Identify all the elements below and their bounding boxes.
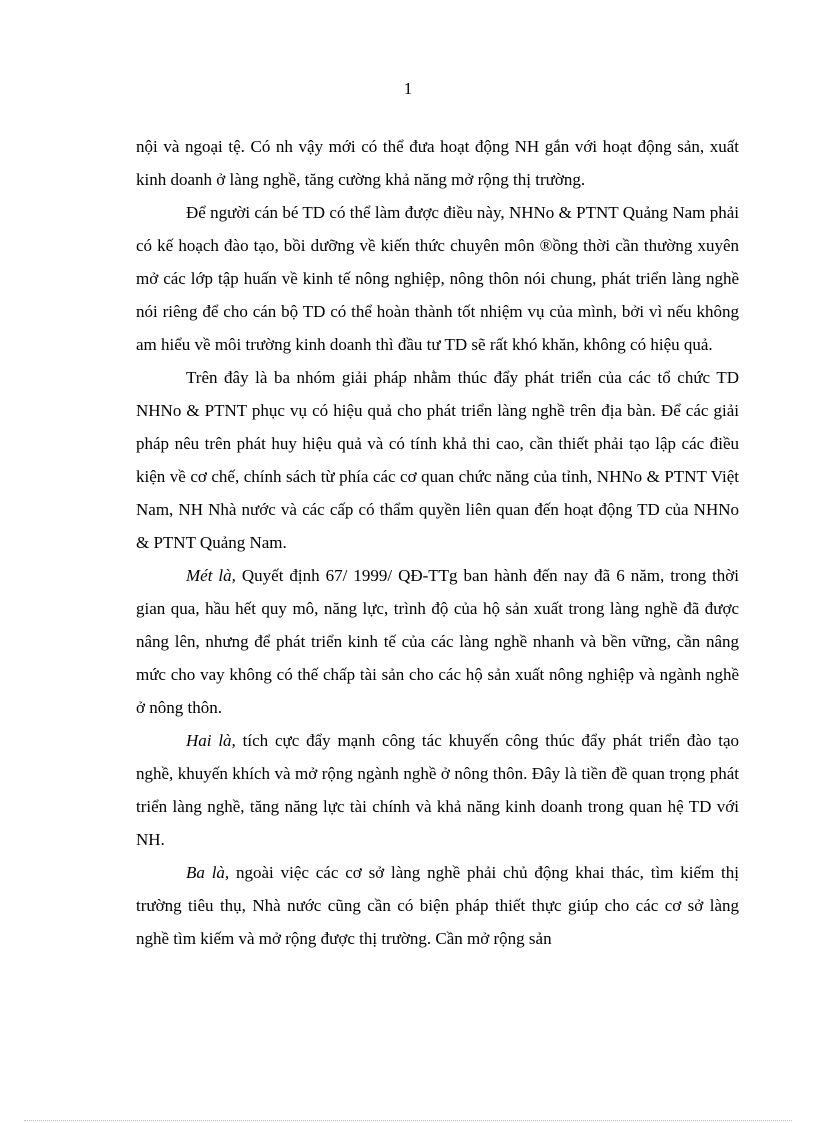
paragraph-training xyxy=(136,196,739,361)
paragraph-second xyxy=(136,724,739,856)
paragraph-third xyxy=(136,856,739,955)
paragraph-lead: Hai là, xyxy=(186,731,236,750)
paragraph-summary xyxy=(136,361,739,559)
paragraph-text: Trên đây là ba nhóm giải pháp nhằm thúc đẩy phát triển của các tổ chức TD NHNo & PTNT phục vụ có hiệu quả cho phát triển làng nghề trên địa bàn. Để các giải pháp nêu trên phát huy hiệu quả và có tính khả thi cao, cần thiết phải tạo lập các điều kiện về cơ chế, chính sách từ phía các cơ quan chức năng của tỉnh, NHNo & PTNT Việt Nam, NH Nhà nước và các cấp có thẩm quyền liên quan đến hoạt động TD của NHNo & PTNT Quảng Nam. xyxy=(136,368,739,552)
paragraph-text: Để người cán bé TD có thể làm được điều này, NHNo & PTNT Quảng Nam phải có kế hoạch đào tạo, bồi dưỡng về kiến thức chuyên môn ®ồng thời cần thường xuyên mở các lớp tập huấn về kinh tế nông nghiệp, nông thôn nói chung, phát triển làng nghề nói riêng để cho cán bộ TD có thể hoàn thành tốt nhiệm vụ của mình, bởi vì nếu không am hiểu về môi trường kinh doanh thì đầu tư TD sẽ rất khó khăn, không có hiệu quả. xyxy=(136,203,739,354)
paragraph-continuation xyxy=(136,130,739,196)
paragraph-first xyxy=(136,559,739,724)
paragraph-lead: Mét là, xyxy=(186,566,236,585)
paragraph-text: Quyết định 67/ 1999/ QĐ-TTg ban hành đến nay đã 6 năm, trong thời gian qua, hầu hết quy mô, năng lực, trình độ của hộ sản xuất trong làng nghề đã được nâng lên, nhưng để phát triển kinh tế của các làng nghề nhanh và bền vững, cần nâng mức cho vay không có thế chấp tài sản cho các hộ sản xuất nông nghiệp và ngành nghề ở nông thôn. xyxy=(136,566,740,717)
page-number: 1 xyxy=(403,79,413,98)
paragraph-text: nội và ngoại tệ. Có nh vậy mới có thể đưa hoạt động NH gắn với hoạt động sản, xuất kinh doanh ở làng nghề, tăng cường khả năng mở rộng thị trường. xyxy=(136,137,739,189)
paragraph-text: ngoài việc các cơ sở làng nghề phải chủ động khai thác, tìm kiếm thị trường tiêu thụ, Nhà nước cũng cần có biện pháp thiết thực giúp cho các cơ sở làng nghề tìm kiếm và mở rộng được thị trường. Cần mở rộng sản xyxy=(136,863,739,948)
body-text xyxy=(136,130,739,955)
page-bottom-rule xyxy=(24,1120,792,1121)
paragraph-lead: Ba là, xyxy=(186,863,230,882)
paragraph-text: tích cực đẩy mạnh công tác khuyến công thúc đẩy phát triển đào tạo nghề, khuyến khích và mở rộng ngành nghề ở nông thôn. Đây là tiền đề quan trọng phát triển làng nghề, tăng năng lực tài chính và khả năng kinh doanh trong quan hệ TD với NH. xyxy=(136,731,739,849)
